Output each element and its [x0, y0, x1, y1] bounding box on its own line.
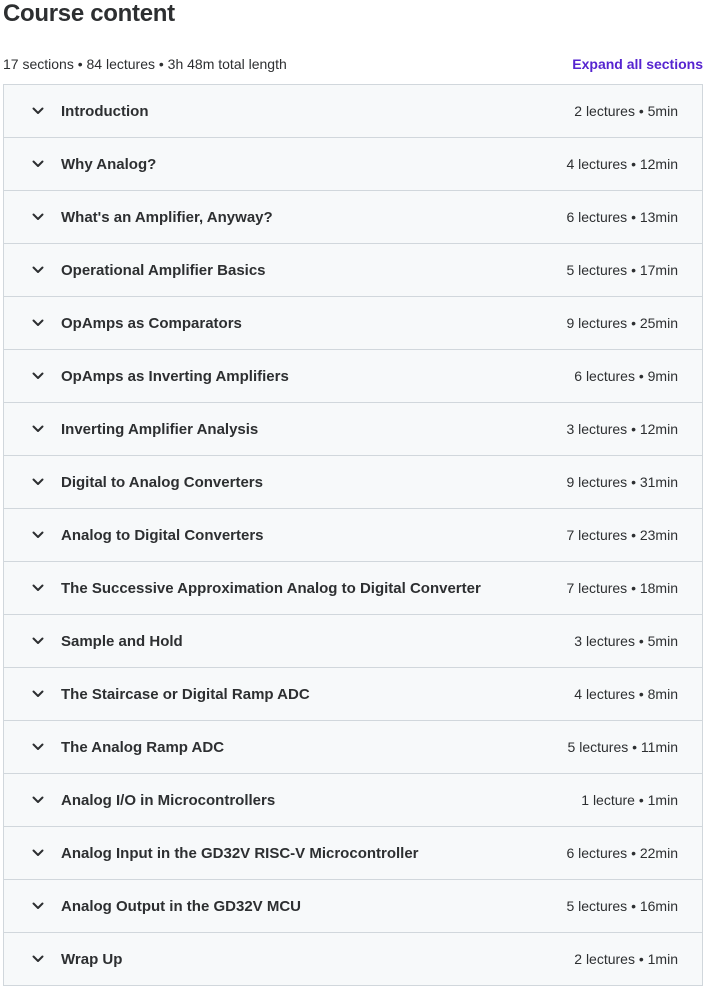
section-row[interactable]: [4, 456, 702, 509]
section-row[interactable]: [4, 721, 702, 774]
section-meta: 5 lectures • 11min: [567, 739, 678, 755]
expand-all-sections-button[interactable]: Expand all sections: [572, 56, 703, 72]
section-meta: 6 lectures • 22min: [566, 845, 678, 861]
section-title: Inverting Amplifier Analysis: [61, 420, 259, 438]
section-title: Sample and Hold: [61, 632, 183, 650]
section-meta: 2 lectures • 5min: [574, 103, 678, 119]
section-row[interactable]: [4, 668, 702, 721]
section-meta: 5 lectures • 16min: [566, 898, 678, 914]
section-title: The Analog Ramp ADC: [61, 738, 225, 756]
section-meta: 4 lectures • 12min: [566, 156, 678, 172]
chevron-down-icon: [32, 741, 44, 753]
section-title: Analog to Digital Converters: [61, 526, 264, 544]
section-title: What's an Amplifier, Anyway?: [61, 208, 273, 226]
chevron-down-icon: [32, 635, 44, 647]
section-row[interactable]: [4, 85, 702, 138]
section-title: OpAmps as Inverting Amplifiers: [61, 367, 289, 385]
section-title: OpAmps as Comparators: [61, 314, 242, 332]
section-row[interactable]: [4, 403, 702, 456]
section-meta: 7 lectures • 18min: [566, 580, 678, 596]
chevron-down-icon: [32, 529, 44, 541]
chevron-down-icon: [32, 370, 44, 382]
chevron-down-icon: [32, 688, 44, 700]
course-summary: 17 sections • 84 lectures • 3h 48m total length: [3, 56, 287, 72]
section-title: The Staircase or Digital Ramp ADC: [61, 685, 310, 703]
section-row[interactable]: [4, 138, 702, 191]
section-title: Analog Output in the GD32V MCU: [61, 897, 301, 915]
chevron-down-icon: [32, 953, 44, 965]
section-title: Wrap Up: [61, 950, 123, 968]
chevron-down-icon: [32, 582, 44, 594]
section-row[interactable]: [4, 827, 702, 880]
section-meta: 2 lectures • 1min: [574, 951, 678, 967]
chevron-down-icon: [32, 317, 44, 329]
section-title: Digital to Analog Converters: [61, 473, 263, 491]
section-meta: 3 lectures • 5min: [574, 633, 678, 649]
section-title: Analog Input in the GD32V RISC-V Microcontroller: [61, 844, 419, 862]
section-meta: 6 lectures • 9min: [574, 368, 678, 384]
section-title: The Successive Approximation Analog to Digital Converter: [61, 579, 481, 597]
section-row[interactable]: [4, 774, 702, 827]
section-row[interactable]: [4, 933, 702, 985]
section-title: Why Analog?: [61, 155, 157, 173]
chevron-down-icon: [32, 900, 44, 912]
chevron-down-icon: [32, 847, 44, 859]
chevron-down-icon: [32, 794, 44, 806]
section-meta: 6 lectures • 13min: [566, 209, 678, 225]
section-row[interactable]: [4, 615, 702, 668]
chevron-down-icon: [32, 264, 44, 276]
section-meta: 7 lectures • 23min: [566, 527, 678, 543]
chevron-down-icon: [32, 105, 44, 117]
section-row[interactable]: [4, 880, 702, 933]
section-meta: 4 lectures • 8min: [574, 686, 678, 702]
section-row[interactable]: [4, 191, 702, 244]
section-meta: 3 lectures • 12min: [566, 421, 678, 437]
section-title: Analog I/O in Microcontrollers: [61, 791, 276, 809]
chevron-down-icon: [32, 158, 44, 170]
section-meta: 9 lectures • 25min: [566, 315, 678, 331]
section-meta: 1 lecture • 1min: [581, 792, 678, 808]
section-title: Introduction: [61, 102, 149, 120]
section-list: [3, 84, 703, 986]
chevron-down-icon: [32, 423, 44, 435]
section-title: Operational Amplifier Basics: [61, 261, 266, 279]
chevron-down-icon: [32, 476, 44, 488]
section-row[interactable]: [4, 509, 702, 562]
section-row[interactable]: [4, 297, 702, 350]
section-row[interactable]: [4, 244, 702, 297]
chevron-down-icon: [32, 211, 44, 223]
section-meta: 5 lectures • 17min: [566, 262, 678, 278]
section-row[interactable]: [4, 350, 702, 403]
section-meta: 9 lectures • 31min: [566, 474, 678, 490]
section-row[interactable]: [4, 562, 702, 615]
page-title: Course content: [3, 0, 175, 27]
